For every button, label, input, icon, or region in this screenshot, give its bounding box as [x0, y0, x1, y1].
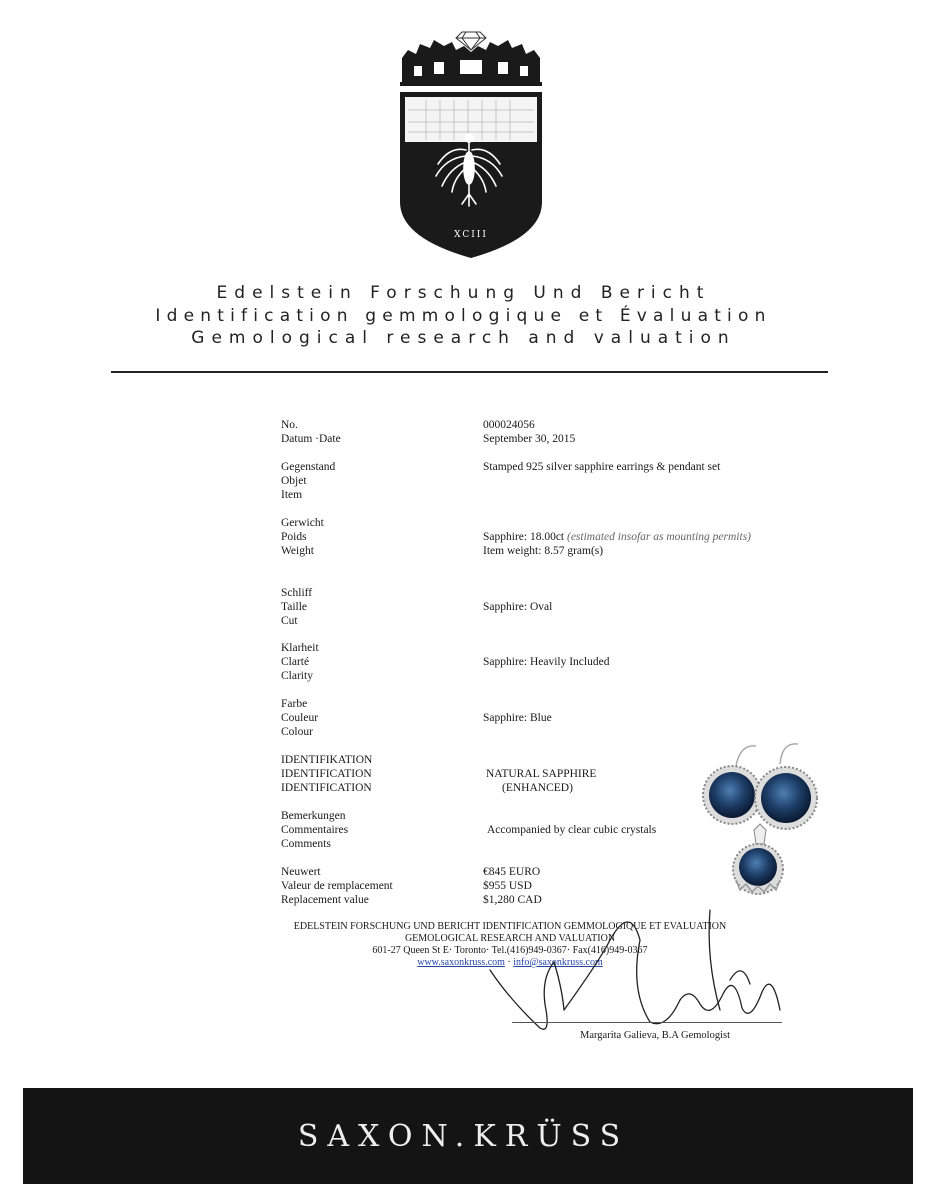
colour-value: Sapphire: Blue — [483, 712, 552, 724]
identification-label-en: IDENTIFICATION — [281, 782, 372, 794]
diamond-icon — [456, 32, 486, 50]
signatory-name: Margarita Galieva, B.A Gemologist — [580, 1030, 730, 1041]
clarity-label-en: Clarity — [281, 670, 313, 682]
pendant — [733, 824, 783, 894]
replacement-eur: €845 EURO — [483, 866, 541, 878]
email-link[interactable]: info@saxonkruss.com — [513, 957, 603, 968]
signature-line — [512, 1022, 782, 1023]
replacement-label-fr: Valeur de remplacement — [281, 880, 393, 892]
item-value: Stamped 925 silver sapphire earrings & pendant set — [483, 461, 721, 473]
earring-right — [780, 744, 798, 764]
item-label-en: Item — [281, 489, 303, 501]
crest-numeral: XCIII — [454, 230, 488, 240]
identification-value: NATURAL SAPPHIRE — [486, 768, 597, 780]
item-label-de: Gegenstand — [281, 461, 336, 473]
header-divider — [111, 371, 828, 373]
header-line-german: Edelstein Forschung Und Bericht — [216, 283, 711, 303]
date-label: Datum ·Date — [281, 433, 341, 445]
colour-label-fr: Couleur — [281, 712, 319, 724]
sapphire-weight: Sapphire: 18.00ct — [483, 531, 565, 543]
jewelry-photo — [700, 740, 860, 910]
no-value: 000024056 — [483, 419, 535, 431]
colour-label-de: Farbe — [281, 698, 308, 710]
weight-note: (estimated insofar as mounting permits) — [567, 531, 751, 543]
cut-label-fr: Taille — [281, 601, 308, 613]
comments-label-de: Bemerkungen — [281, 810, 346, 822]
weight-label-fr: Poids — [281, 531, 307, 543]
crest-logo — [396, 26, 546, 262]
sapphire-weight-value — [483, 530, 751, 544]
comments-value: Accompanied by clear cubic crystals — [487, 824, 657, 836]
colour-label-en: Colour — [281, 726, 313, 738]
handwritten-signature — [480, 900, 800, 1050]
replacement-label-de: Neuwert — [281, 866, 321, 878]
comments-label-en: Comments — [281, 838, 331, 850]
brand-name: SAXON.KRÜSS — [297, 1119, 630, 1154]
item-label-fr: Objet — [281, 475, 307, 487]
replacement-usd: $955 USD — [483, 880, 532, 892]
earring-left — [736, 746, 756, 766]
identification-treatment: (ENHANCED) — [502, 782, 573, 794]
header-line-english: Gemological research and valuation — [191, 328, 736, 348]
replacement-label-en: Replacement value — [281, 894, 369, 906]
footer-line-names: EDELSTEIN FORSCHUNG UND BERICHT IDENTIFICATION GEMMOLOGIQUE ET EVALUATION — [293, 921, 727, 932]
cut-label-en: Cut — [281, 615, 298, 627]
clarity-label-de: Klarheit — [281, 642, 319, 654]
header-line-french: Identification gemmologique et Évaluation — [155, 306, 772, 326]
cut-value: Sapphire: Oval — [483, 601, 553, 613]
cut-label-de: Schliff — [281, 587, 313, 599]
clarity-label-fr: Clarté — [281, 656, 310, 668]
date-value: September 30, 2015 — [483, 433, 576, 445]
clarity-value: Sapphire: Heavily Included — [483, 656, 610, 668]
no-label: No. — [281, 419, 298, 431]
website-link[interactable]: www.saxonkruss.com — [417, 957, 505, 968]
identification-label-de: IDENTIFIKATION — [281, 754, 373, 766]
identification-label-fr: IDENTIFICATION — [281, 768, 372, 780]
comments-label-fr: Commentaires — [281, 824, 349, 836]
footer-line-english: GEMOLOGICAL RESEARCH AND VALUATION — [404, 933, 616, 944]
weight-label-de: Gerwicht — [281, 517, 324, 529]
replacement-cad: $1,280 CAD — [483, 894, 542, 906]
footer-link-separator: · — [504, 957, 514, 968]
item-weight-value: Item weight: 8.57 gram(s) — [483, 545, 604, 557]
weight-label-en: Weight — [281, 545, 314, 557]
footer-address: 601-27 Queen St E· Toronto· Tel.(416)949-0367· Fax(416)949-0367 — [372, 945, 648, 956]
